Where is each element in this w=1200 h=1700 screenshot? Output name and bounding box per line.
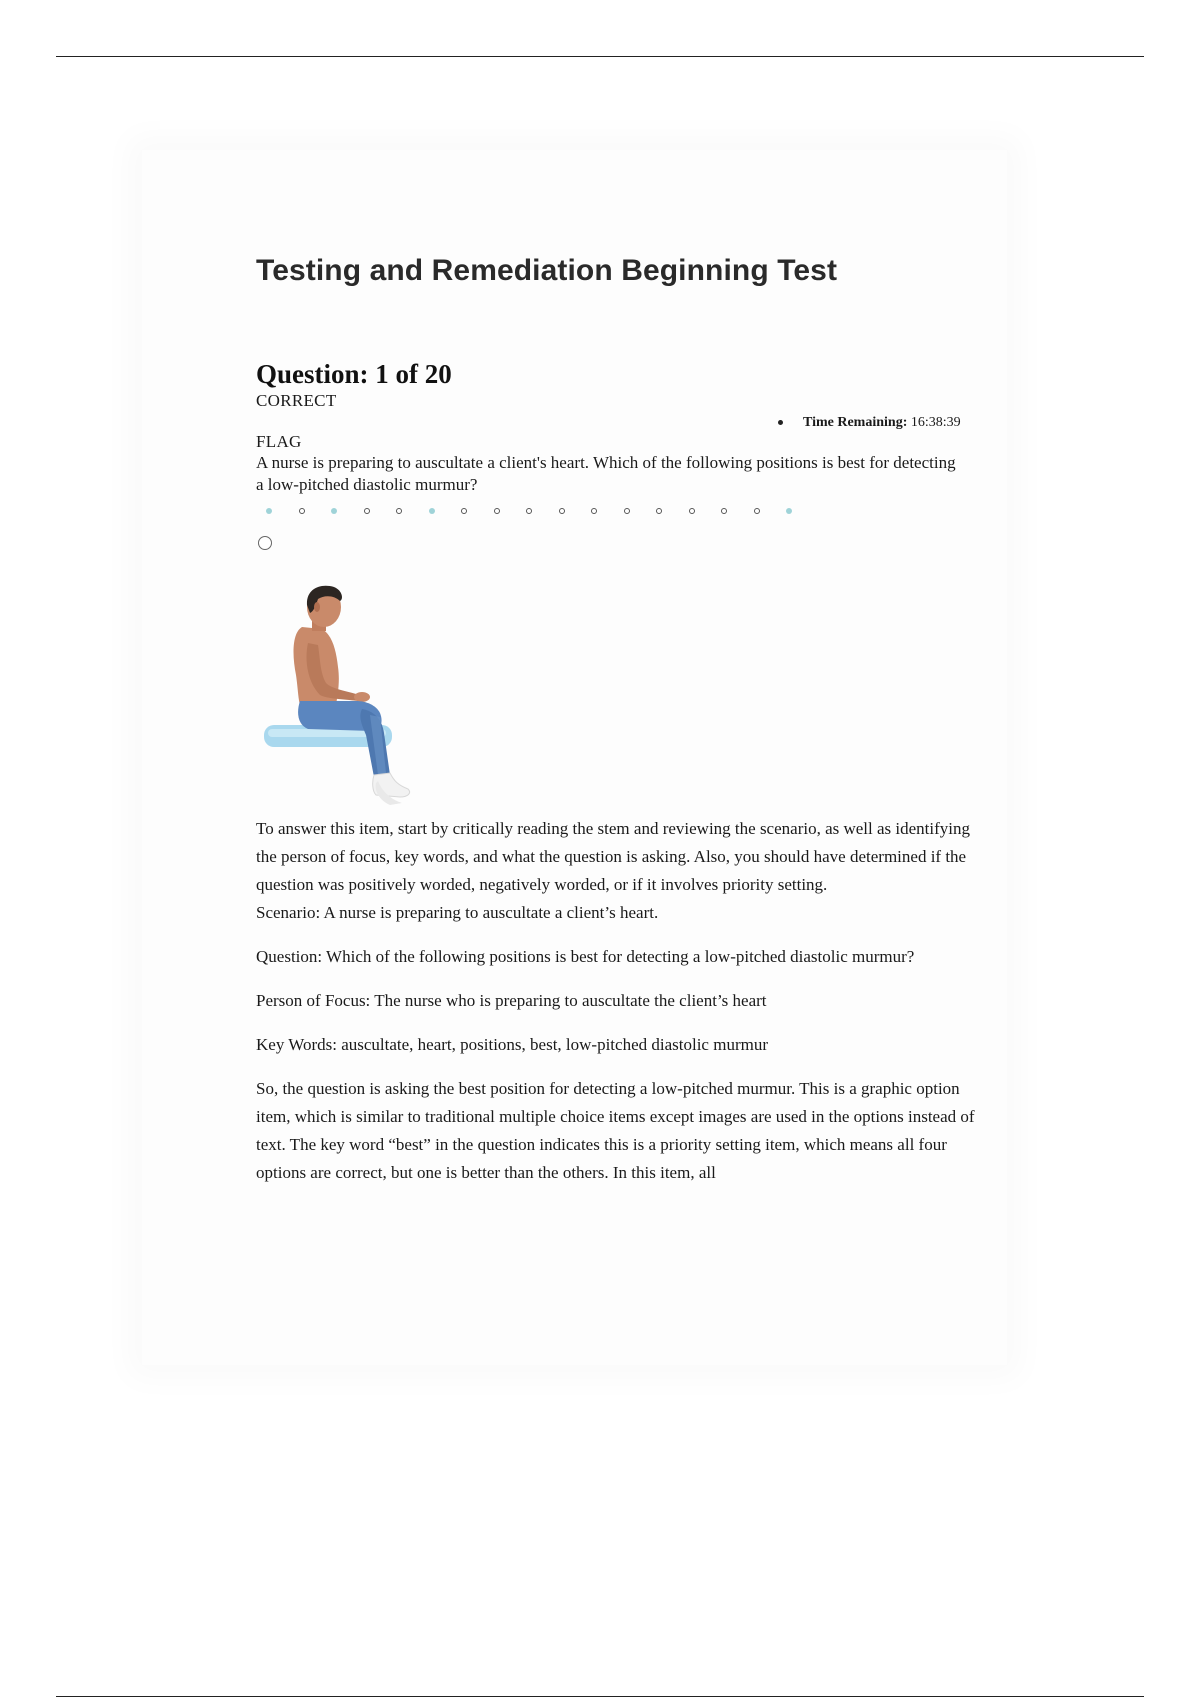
question-stem: A nurse is preparing to auscultate a client's heart. Which of the following positions is best for detecting a low-pitched diastolic murmur? — [256, 453, 956, 494]
progress-dot-unanswered[interactable] — [299, 508, 305, 514]
bullet-icon — [778, 420, 783, 425]
flag-button[interactable]: FLAG — [256, 432, 302, 451]
page-title: Testing and Remediation Beginning Test — [256, 254, 838, 287]
progress-dot-unanswered[interactable] — [591, 508, 597, 514]
option-radio-button[interactable] — [258, 536, 272, 550]
progress-dot-unanswered[interactable] — [689, 508, 695, 514]
time-remaining-value: 16:38:39 — [910, 415, 961, 430]
rationale-person-of-focus: Person of Focus: The nurse who is preparing to auscultate the client’s heart — [256, 991, 767, 1010]
rationale-section — [256, 815, 976, 1187]
option-image — [262, 585, 442, 810]
progress-dot-answered[interactable] — [331, 508, 337, 514]
rationale-intro: To answer this item, start by critically reading the stem and reviewing the scenario, as well as identifying the person of focus, key words, and what the question is asking. Also, you should have determined if the question was positively worded, negatively worded, or if it involves priority setting. — [256, 819, 971, 894]
time-remaining — [778, 415, 961, 431]
progress-dot-unanswered[interactable] — [396, 508, 402, 514]
progress-dot-unanswered[interactable] — [754, 508, 760, 514]
rationale-scenario: Scenario: A nurse is preparing to auscultate a client’s heart. — [256, 903, 659, 922]
progress-dot-unanswered[interactable] — [461, 508, 467, 514]
page-bottom-rule — [56, 1696, 1144, 1697]
progress-dot-unanswered[interactable] — [364, 508, 370, 514]
answer-status: CORRECT — [256, 391, 337, 410]
page-top-rule — [56, 56, 1144, 57]
rationale-key-words: Key Words: auscultate, heart, positions, best, low-pitched diastolic murmur — [256, 1035, 768, 1054]
progress-dot-answered[interactable] — [786, 508, 792, 514]
question-heading: Question: 1 of 20 — [256, 359, 452, 389]
progress-dot-answered[interactable] — [266, 508, 272, 514]
progress-dot-answered[interactable] — [429, 508, 435, 514]
progress-dot-unanswered[interactable] — [494, 508, 500, 514]
progress-dot-unanswered[interactable] — [656, 508, 662, 514]
question-progress-dots — [266, 508, 826, 522]
progress-dot-unanswered[interactable] — [721, 508, 727, 514]
progress-dot-unanswered[interactable] — [559, 508, 565, 514]
rationale-question: Question: Which of the following positions is best for detecting a low-pitched diastolic murmur? — [256, 947, 915, 966]
progress-dot-unanswered[interactable] — [624, 508, 630, 514]
time-remaining-label: Time Remaining: — [803, 415, 908, 430]
seated-upright-patient-illustration-icon — [262, 585, 442, 810]
progress-dot-unanswered[interactable] — [526, 508, 532, 514]
rationale-summary: So, the question is asking the best position for detecting a low-pitched murmur. This is a graphic option item, which is similar to traditional multiple choice items except images are used in the options instead of text. The key word “best” in the question indicates this is a priority setting item, which means all four options are correct, but one is better than the others. In this item, all — [256, 1079, 975, 1182]
